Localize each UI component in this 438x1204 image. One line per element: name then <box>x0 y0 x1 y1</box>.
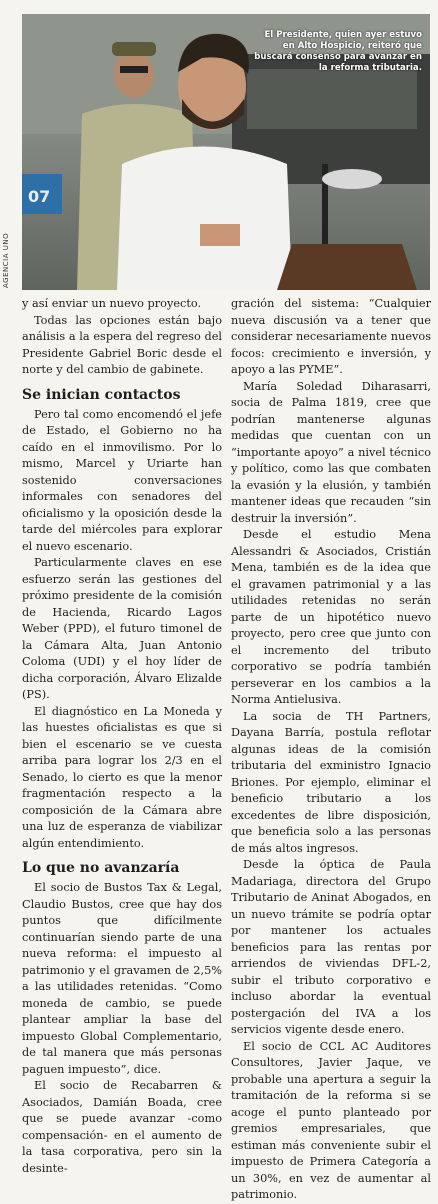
article-column-2 <box>231 296 431 1204</box>
paragraph: Pero tal como encomendó el jefe de Estado, el Gobierno no ha caído en el inmovilismo. Por lo mismo, Marcel y Uriarte han sostenido conversaciones informales con senadores del oficialismo y la oposición desde la tarde del miércoles para explorar el nuevo escenario. <box>22 407 222 553</box>
article-column-1 <box>22 296 222 1177</box>
paragraph: El socio de Recabarren & Asociados, Damián Boada, cree que se puede avanzar -como compensación- en el aumento de la tasa corporativa, pero sin la desinte- <box>22 1079 222 1175</box>
paragraph: La socia de TH Partners, Dayana Barría, postula reflotar algunas ideas de la comisión tributaria del exministro Ignacio Briones. Por ejemplo, eliminar el beneficio tributario a los excedentes de libre disposición, que beneficia solo a las personas de más altos ingresos. <box>231 709 431 855</box>
paragraph: María Soledad Diharasarri, socia de Palma 1819, cree que podrían mantenerse algunas medidas que cuentan con un “importante apoyo” a nivel técnico y político, como las que combaten la evasión y la elusión, y también mantener ideas que recauden “sin destruir la inversión”. <box>231 379 431 525</box>
wall-number: 07 <box>28 187 51 206</box>
paragraph: El diagnóstico en La Moneda y las huestes oficialistas es que si bien el escenario se ve cuesta arriba para lograr los 2/3 en el Senado, lo cierto es que la menor fragmentación respecto a la composición de la Cámara abre una luz de esperanza de viabilizar algún entendimiento. <box>22 704 222 850</box>
paragraph: Todas las opciones están bajo análisis a la espera del regreso del Presidente Gabriel Boric desde el norte y del cambio de gabinete. <box>22 313 222 376</box>
paragraph: Desde el estudio Mena Alessandri & Asociados, Cristián Mena, también es de la idea que el gravamen patrimonial y a las utilidades retenidas no serán parte de un hipotético nuevo proyecto, pero cree que junto con el incremento del tributo corporativo se podría también perseverar en los cambios a la Norma Antielusiva. <box>231 528 431 706</box>
news-photo <box>22 14 430 290</box>
paragraph: Particularmente claves en ese esfuerzo serán las gestiones del próximo presidente de la comisión de Hacienda, Ricardo Lagos Weber (PPD), el futuro timonel de la Cámara Alta, Juan Antonio Coloma (UDI) y el hoy líder de dicha corporación, Álvaro Elizalde (PS). <box>22 556 222 701</box>
section-heading: Se inician contactos <box>22 386 181 403</box>
paragraph: gración del sistema: “Cualquier nueva discusión va a tener que considerar necesariamente nuevos focos: crecimiento e inversión, y apoyo a las PYME”. <box>231 297 431 376</box>
paragraph: El socio de CCL AC Auditores Consultores, Javier Jaque, ve probable una apertura a seguir la tramitación de la reforma si se acoge el punto planteado por gremios empresariales, que estiman más conveniente subir el impuesto de Primera Categoría a un 30%, en vez de aumentar al patrimonio. <box>231 1039 431 1201</box>
paragraph: Desde la óptica de Paula Madariaga, directora del Grupo Tributario de Aninat Abogados, en un nuevo trámite se podría optar por mantener los actuales beneficios para las rentas por arriendos de viviendas DFL-2, subir el tributo corporativo e incluso abordar la eventual postergación del IVA a los servicios vigente desde enero. <box>231 858 431 1036</box>
paragraph: El socio de Bustos Tax & Legal, Claudio Bustos, cree que hay dos puntos que difícilmente continuarían siendo parte de una nueva reforma: el impuesto al patrimonio y el gravamen de 2,5% a las utilidades retenidas. “Como moneda de cambio, se puede plantear ampliar la base del impuesto Global Complementario, de tal manera que más personas paguen impuesto”, dice. <box>22 881 222 1076</box>
photo-caption: El Presidente, quien ayer estuvo en Alto Hospicio, reiteró que buscará consenso para avanzar en la reforma tributaria. <box>254 30 422 73</box>
section-heading: Lo que no avanzaría <box>22 860 180 876</box>
paragraph: y así enviar un nuevo proyecto. <box>22 297 202 310</box>
photo-credit: AGENCIA UNO <box>2 232 10 288</box>
